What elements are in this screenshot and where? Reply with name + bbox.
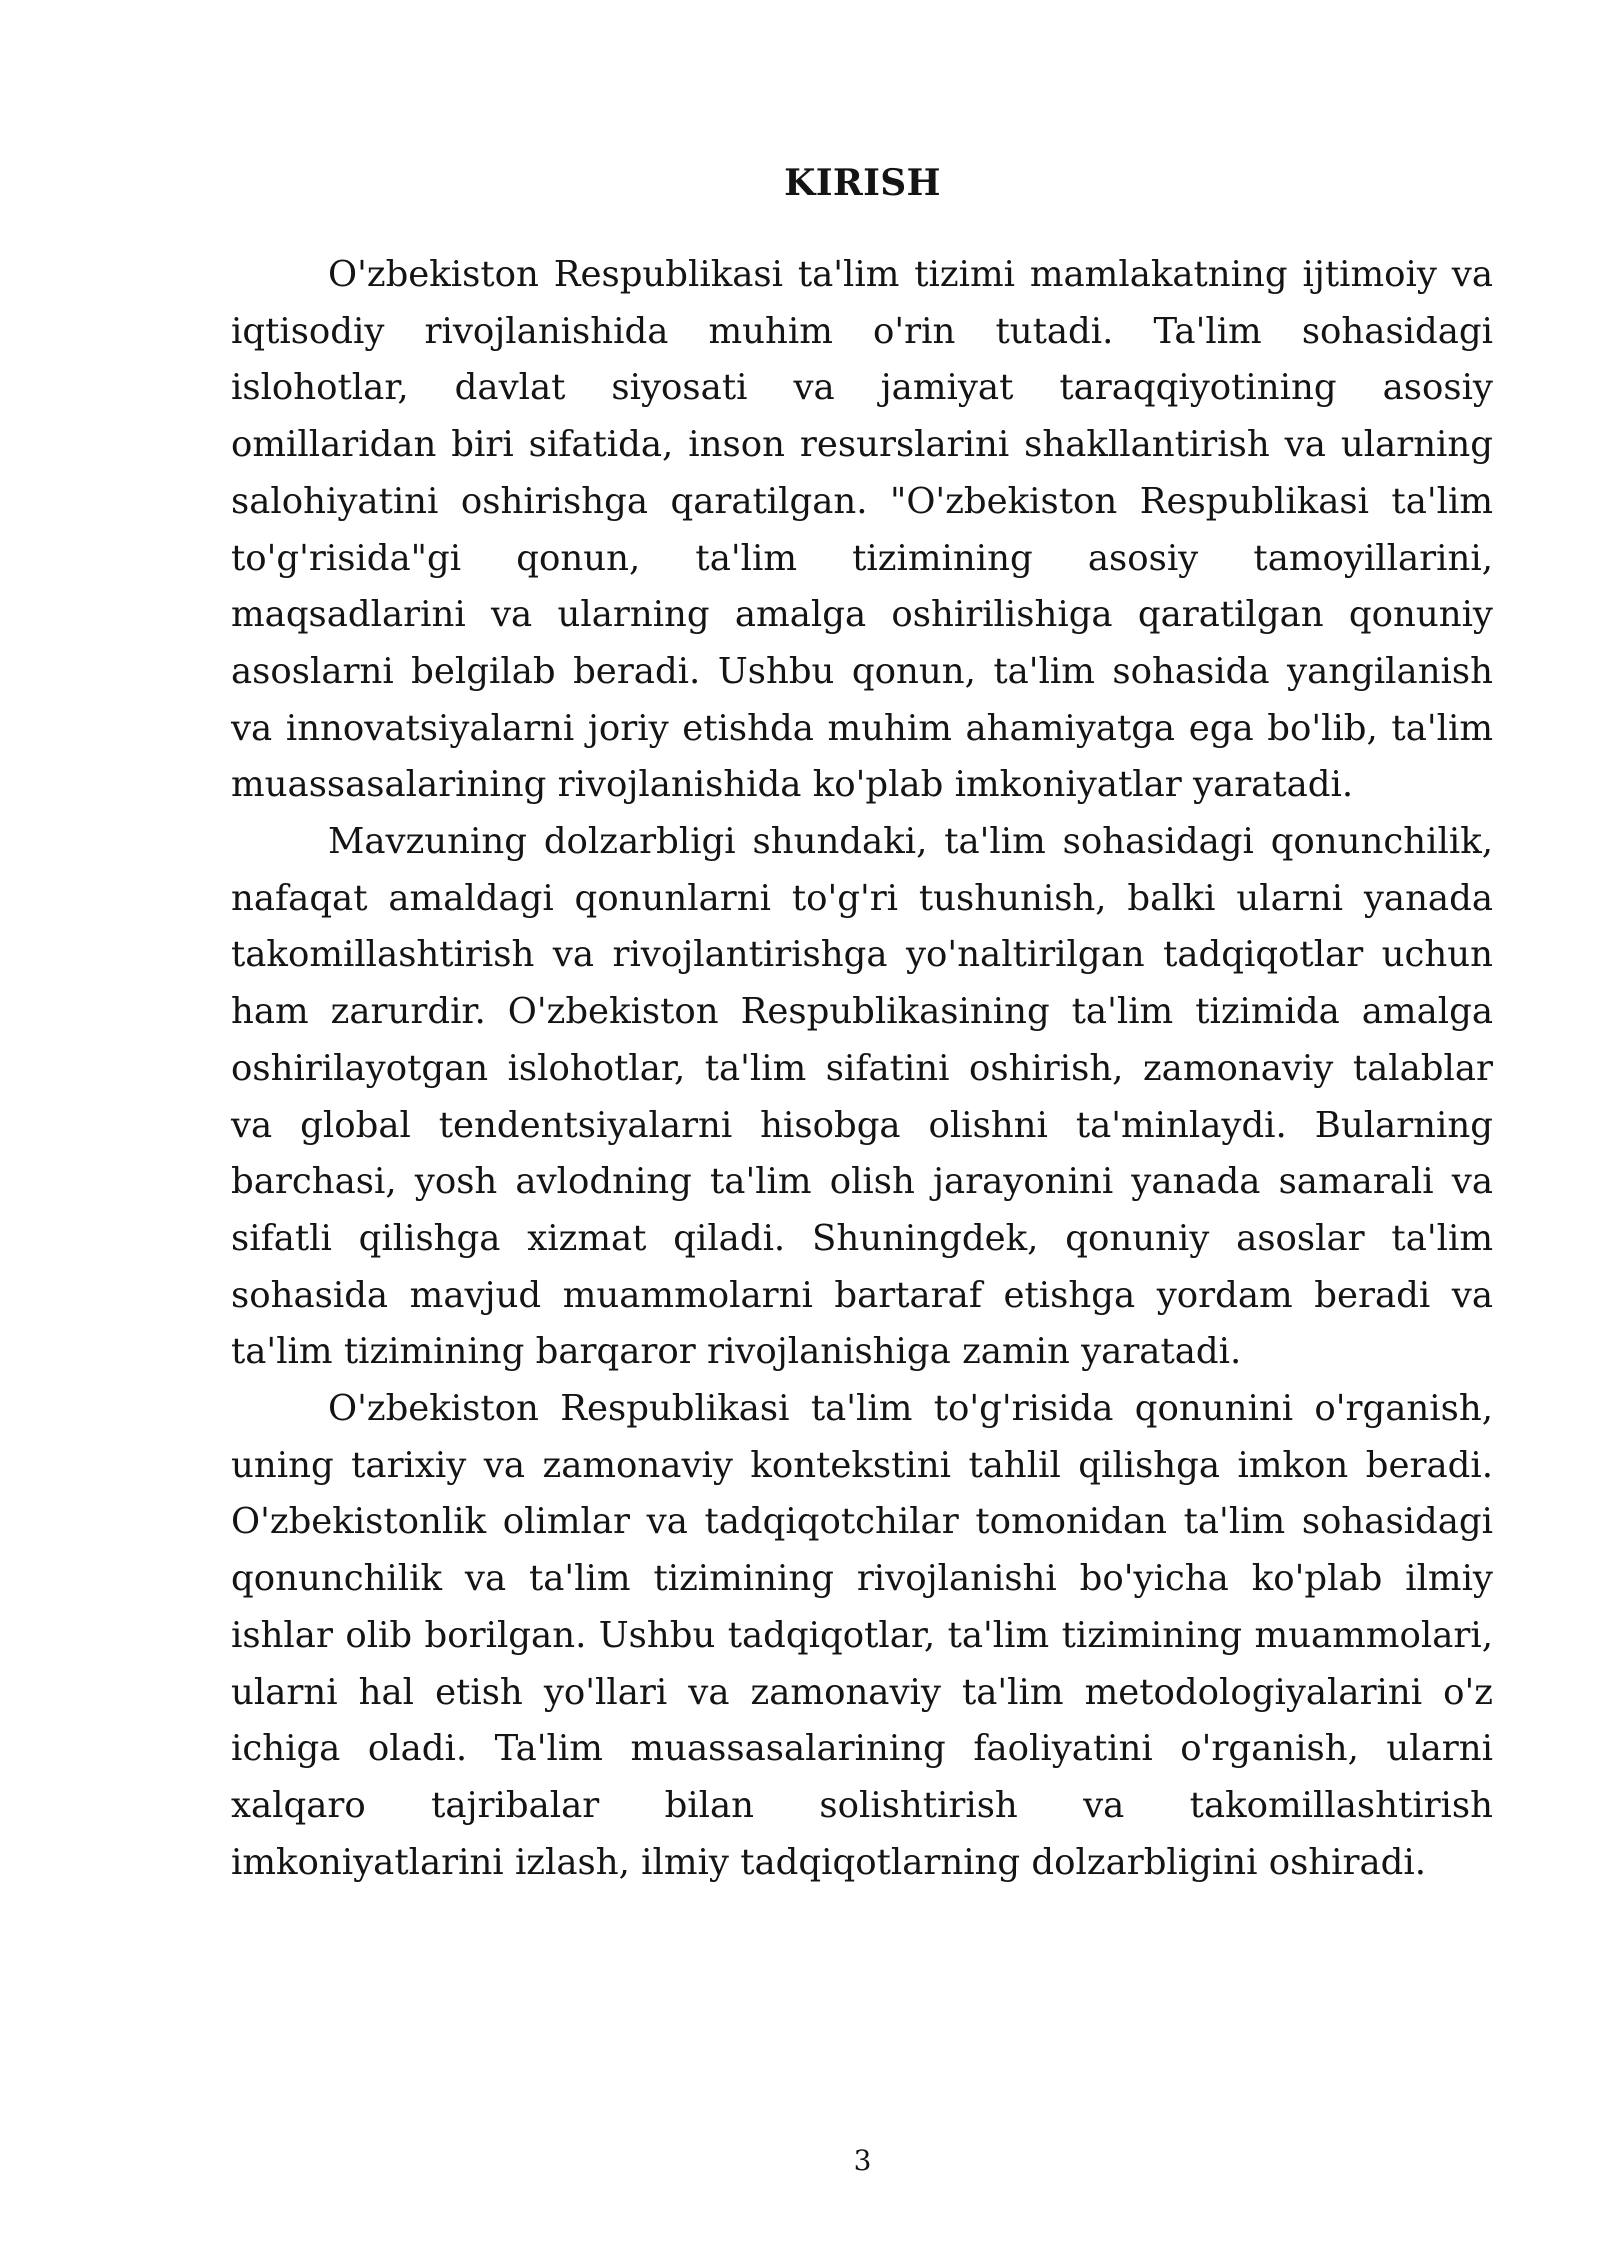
paragraph-2: Mavzuning dolzarbligi shundaki, ta'lim sohasidagi qonunchilik, nafaqat amaldagi qonunlarni to'g'ri tushunish, balki ularni yanada takomillashtirish va rivojlantirishga yo'naltirilgan tadqiqotlar uchun ham zarurdir. O'zbekiston Respublikasining ta'lim tizimida amalga oshirilayotgan islohotlar, ta'lim sifatini oshirish, zamonaviy talablar va global tendentsiyalarni hisobga olishni ta'minlaydi. Bularning barchasi, yosh avlodning ta'lim olish jarayonini yanada samarali va sifatli qilishga xizmat qiladi. Shuningdek, qonuniy asoslar ta'lim sohasida mavjud muammolarni bartaraf etishga yordam beradi va ta'lim tizimining barqaror rivojlanishiga zamin yaratadi. <box>231 821 1493 1373</box>
section-heading: KIRISH <box>784 162 941 204</box>
paragraph-1: O'zbekiston Respublikasi ta'lim tizimi mamlakatning ijtimoiy va iqtisodiy rivojlanishida muhim o'rin tutadi. Ta'lim sohasidagi islohotlar, davlat siyosati va jamiyat taraqqiyotining asosiy omillaridan biri sifatida, inson resurslarini shakllantirish va ularning salohiyatini oshirishga qaratilgan. "O'zbekiston Respublikasi ta'lim to'g'risida"gi qonun, ta'lim tizimining asosiy tamoyillarini, maqsadlarini va ularning amalga oshirilishiga qaratilgan qonuniy asoslarni belgilab beradi. Ushbu qonun, ta'lim sohasida yangilanish va innovatsiyalarni joriy etishda muhim ahamiyatga ega bo'lib, ta'lim muassasalarining rivojlanishida ko'plab imkoniyatlar yaratadi. <box>231 254 1493 806</box>
paragraph-3: O'zbekiston Respublikasi ta'lim to'g'risida qonunini o'rganish, uning tarixiy va zamonaviy kontekstini tahlil qilishga imkon beradi. O'zbekistonlik olimlar va tadqiqotchilar tomonidan ta'lim sohasidagi qonunchilik va ta'lim tizimining rivojlanishi bo'yicha ko'plab ilmiy ishlar olib borilgan. Ushbu tadqiqotlar, ta'lim tizimining muammolari, ularni hal etish yo'llari va zamonaviy ta'lim metodologiyalarini o'z ichiga oladi. Ta'lim muassasalarining faoliyatini o'rganish, ularni xalqaro tajribalar bilan solishtirish va takomillashtirish imkoniyatlarini izlash, ilmiy tadqiqotlarning dolzarbligini oshiradi. <box>231 1388 1493 1883</box>
page-number: 3 <box>853 2144 872 2177</box>
body-text <box>231 247 1493 1891</box>
